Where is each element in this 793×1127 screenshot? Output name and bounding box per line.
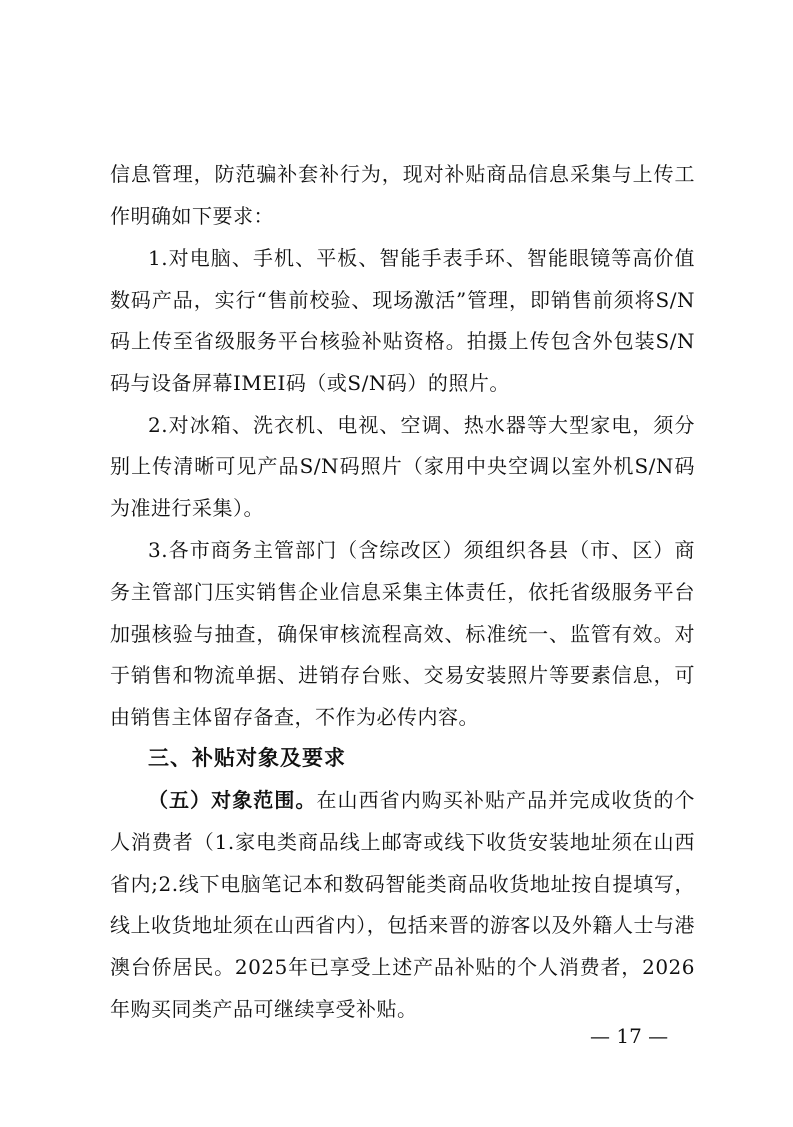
item3-line-1: 3.各市商务主管部门（含综改区）须组织各县（市、区）商 <box>148 538 695 562</box>
item2-line-1: 2.对冰箱、洗衣机、电视、空调、热水器等大型家电，须分 <box>148 413 695 437</box>
item1-line-1: 1.对电脑、手机、平板、智能手表手环、智能眼镜等高价值 <box>148 246 695 270</box>
item3-line-5: 由销售主体留存备查，不作为必传内容。 <box>110 705 479 729</box>
intro-line-2: 作明确如下要求： <box>110 204 274 228</box>
item1-line-3: 码上传至省级服务平台核验补贴资格。拍摄上传包含外包装S/N <box>110 329 695 353</box>
subsection5-line-3: 省内;2.线下电脑笔记本和数码智能类商品收货地址按自提填写， <box>110 872 695 896</box>
item3-line-4: 于销售和物流单据、进销存台账、交易安装照片等要素信息，可 <box>110 663 695 687</box>
subsection5-label: （五）对象范围。 <box>148 788 317 812</box>
subsection5-line-5: 澳台侨居民。2025年已享受上述产品补贴的个人消费者，2026 <box>110 955 695 979</box>
item1-line-2: 数码产品，实行“售前校验、现场激活”管理，即销售前须将S/N <box>110 288 695 312</box>
subsection5-line-1-text: 在山西省内购买补贴产品并完成收货的个 <box>316 788 696 812</box>
item1-line-4: 码与设备屏幕IMEI码（或S/N码）的照片。 <box>110 371 510 395</box>
intro-line-1: 信息管理，防范骗补套补行为，现对补贴商品信息采集与上传工 <box>110 162 695 186</box>
item2-line-2: 别上传清晰可见产品S/N码照片（家用中央空调以室外机S/N码 <box>110 454 695 478</box>
item2-line-3: 为准进行采集）。 <box>110 496 264 520</box>
subsection5-line-2: 人消费者（1.家电类商品线上邮寄或线下收货安装地址须在山西 <box>110 830 695 854</box>
item3-line-2: 务主管部门压实销售企业信息采集主体责任，依托省级服务平台 <box>110 580 695 604</box>
item3-line-3: 加强核验与抽查，确保审核流程高效、标准统一、监管有效。对 <box>110 622 695 646</box>
subsection5-line-1 <box>148 787 695 813</box>
subsection5-line-6: 年购买同类产品可继续享受补贴。 <box>110 997 418 1021</box>
section-heading: 三、补贴对象及要求 <box>148 746 346 770</box>
page-number: — 17 — <box>590 1024 669 1048</box>
subsection5-line-4: 线上收货地址须在山西省内），包括来晋的游客以及外籍人士与港 <box>110 913 695 937</box>
